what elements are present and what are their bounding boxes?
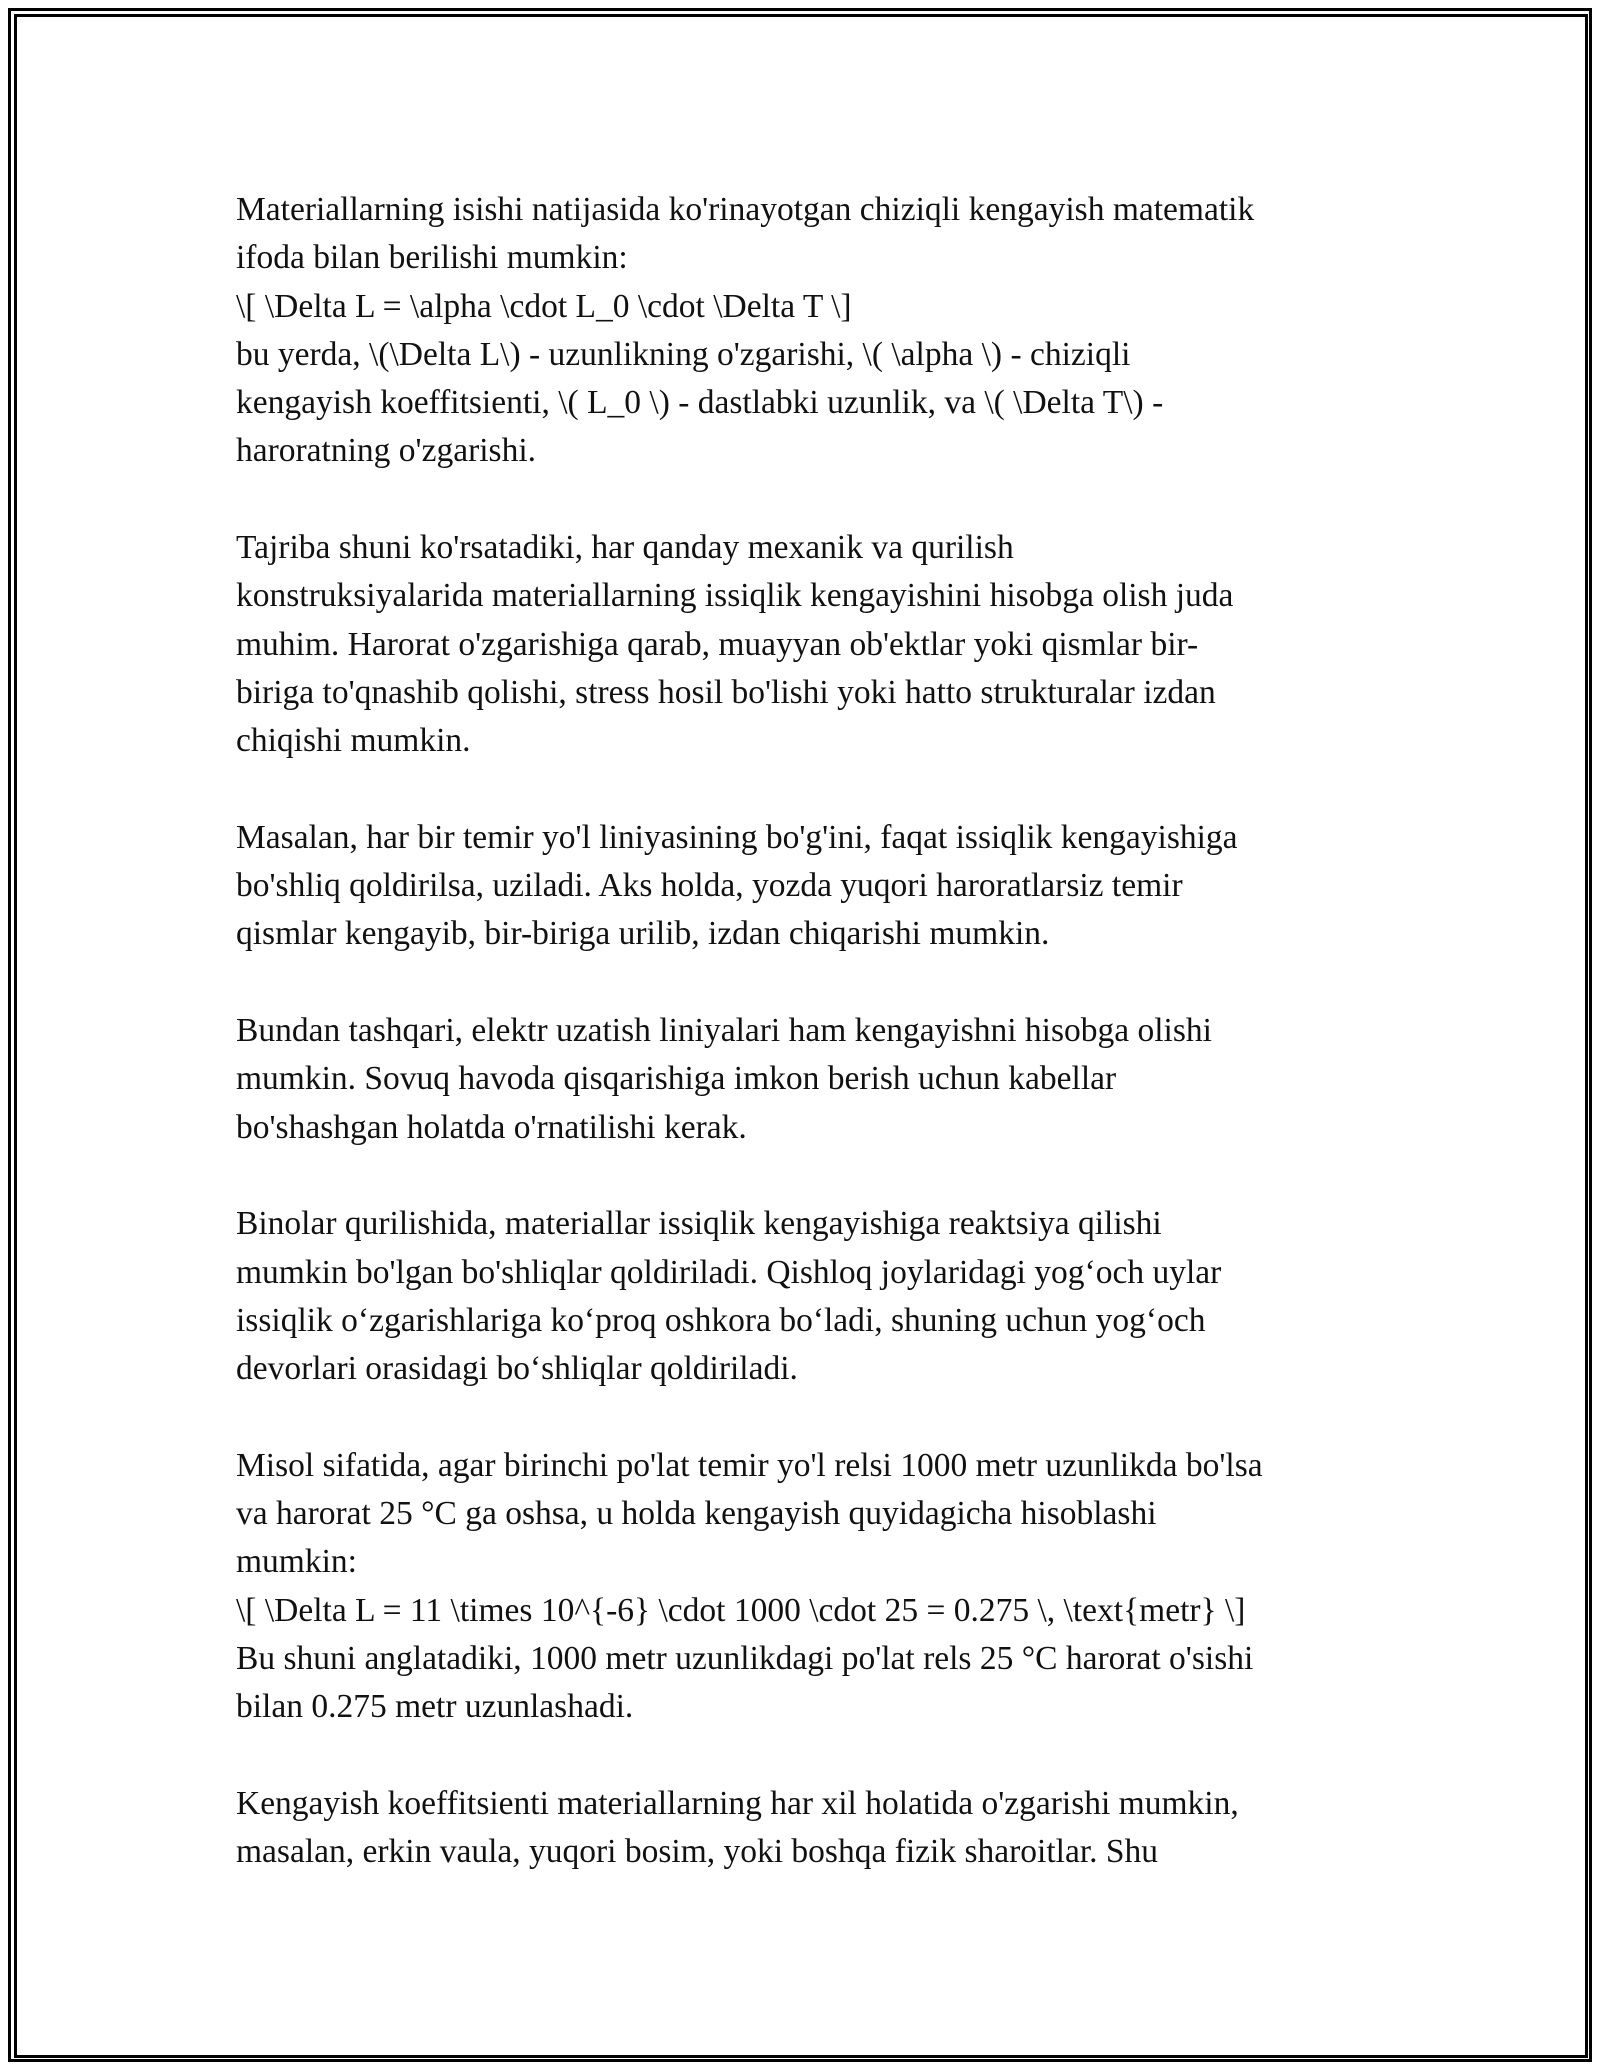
text-line: ifoda bilan berilishi mumkin: xyxy=(236,239,628,277)
text-line: Kengayish koeffitsienti materiallarning har xil holatida o'zgarishi mumkin, xyxy=(236,1784,1239,1822)
text-line: chiqishi mumkin. xyxy=(236,722,471,760)
text-line: Tajriba shuni ko'rsatadiki, har qanday mexanik va qurilish xyxy=(236,529,1014,567)
text-line: devorlari orasidagi bo‘shliqlar qoldiriladi. xyxy=(236,1350,798,1388)
text-line: bu yerda, \(\Delta L\) - uzunlikning o'zgarishi, \( \alpha \) - chiziqli xyxy=(236,335,1131,373)
text-line: bilan 0.275 metr uzunlashadi. xyxy=(236,1688,634,1726)
text-line: konstruksiyalarida materiallarning issiqlik kengayishini hisobga olish juda xyxy=(236,577,1234,615)
text-line: Bu shuni anglatadiki, 1000 metr uzunlikdagi po'lat rels 25 °C harorat o'sishi xyxy=(236,1639,1254,1677)
document-body xyxy=(236,186,1376,1925)
formula-line: \[ \Delta L = \alpha \cdot L_0 \cdot \Delta T \] xyxy=(236,287,852,325)
text-line: mumkin. Sovuq havoda qisqarishiga imkon berish uchun kabellar xyxy=(236,1060,1117,1098)
text-line: Bundan tashqari, elektr uzatish liniyalari ham kengayishni hisobga olishi xyxy=(236,1012,1212,1050)
text-line: mumkin bo'lgan bo'shliqlar qoldiriladi. Qishloq joylaridagi yog‘och uylar xyxy=(236,1253,1222,1291)
text-line: Misol sifatida, agar birinchi po'lat temir yo'l relsi 1000 metr uzunlikda bo'lsa xyxy=(236,1446,1263,1484)
text-line: qismlar kengayib, bir-biriga urilib, izdan chiqarishi mumkin. xyxy=(236,915,1050,953)
formula-line: \[ \Delta L = 11 \times 10^{-6} \cdot 1000 \cdot 25 = 0.275 \, \text{metr} \] xyxy=(236,1591,1246,1629)
text-line: muhim. Harorat o'zgarishiga qarab, muayyan ob'ektlar yoki qismlar bir- xyxy=(236,625,1199,663)
paragraph-railway xyxy=(236,814,1376,959)
paragraph-coefficient xyxy=(236,1780,1376,1877)
text-line: Materiallarning isishi natijasida ko'rinayotgan chiziqli kengayish matematik xyxy=(236,191,1255,228)
text-line: bo'shliq qoldirilsa, uziladi. Aks holda, yozda yuqori haroratlarsiz temir xyxy=(236,867,1183,905)
paragraph-power-lines xyxy=(236,1007,1376,1152)
text-line: haroratning o'zgarishi. xyxy=(236,432,536,470)
text-line: masalan, erkin vaula, yuqori bosim, yoki boshqa fizik sharoitlar. Shu xyxy=(236,1833,1159,1871)
paragraph-buildings xyxy=(236,1200,1376,1393)
text-line: mumkin: xyxy=(236,1543,357,1581)
text-line: Masalan, har bir temir yo'l liniyasining bo'g'ini, faqat issiqlik kengayishiga xyxy=(236,818,1238,856)
text-line: va harorat 25 °C ga oshsa, u holda kengayish quyidagicha hisoblashi xyxy=(236,1495,1157,1533)
paragraph-example xyxy=(236,1442,1376,1732)
text-line: kengayish koeffitsienti, \( L_0 \) - dastlabki uzunlik, va \( \Delta T\) - xyxy=(236,384,1164,422)
text-line: issiqlik o‘zgarishlariga ko‘proq oshkora bo‘ladi, shuning uchun yog‘och xyxy=(236,1301,1206,1339)
paragraph-formula-definition xyxy=(236,186,1376,476)
text-line: bo'shashgan holatda o'rnatilishi kerak. xyxy=(236,1108,747,1146)
paragraph-experience xyxy=(236,524,1376,765)
text-line: Binolar qurilishida, materiallar issiqlik kengayishiga reaktsiya qilishi xyxy=(236,1205,1162,1243)
text-line: biriga to'qnashib qolishi, stress hosil bo'lishi yoki hatto strukturalar izdan xyxy=(236,673,1216,711)
